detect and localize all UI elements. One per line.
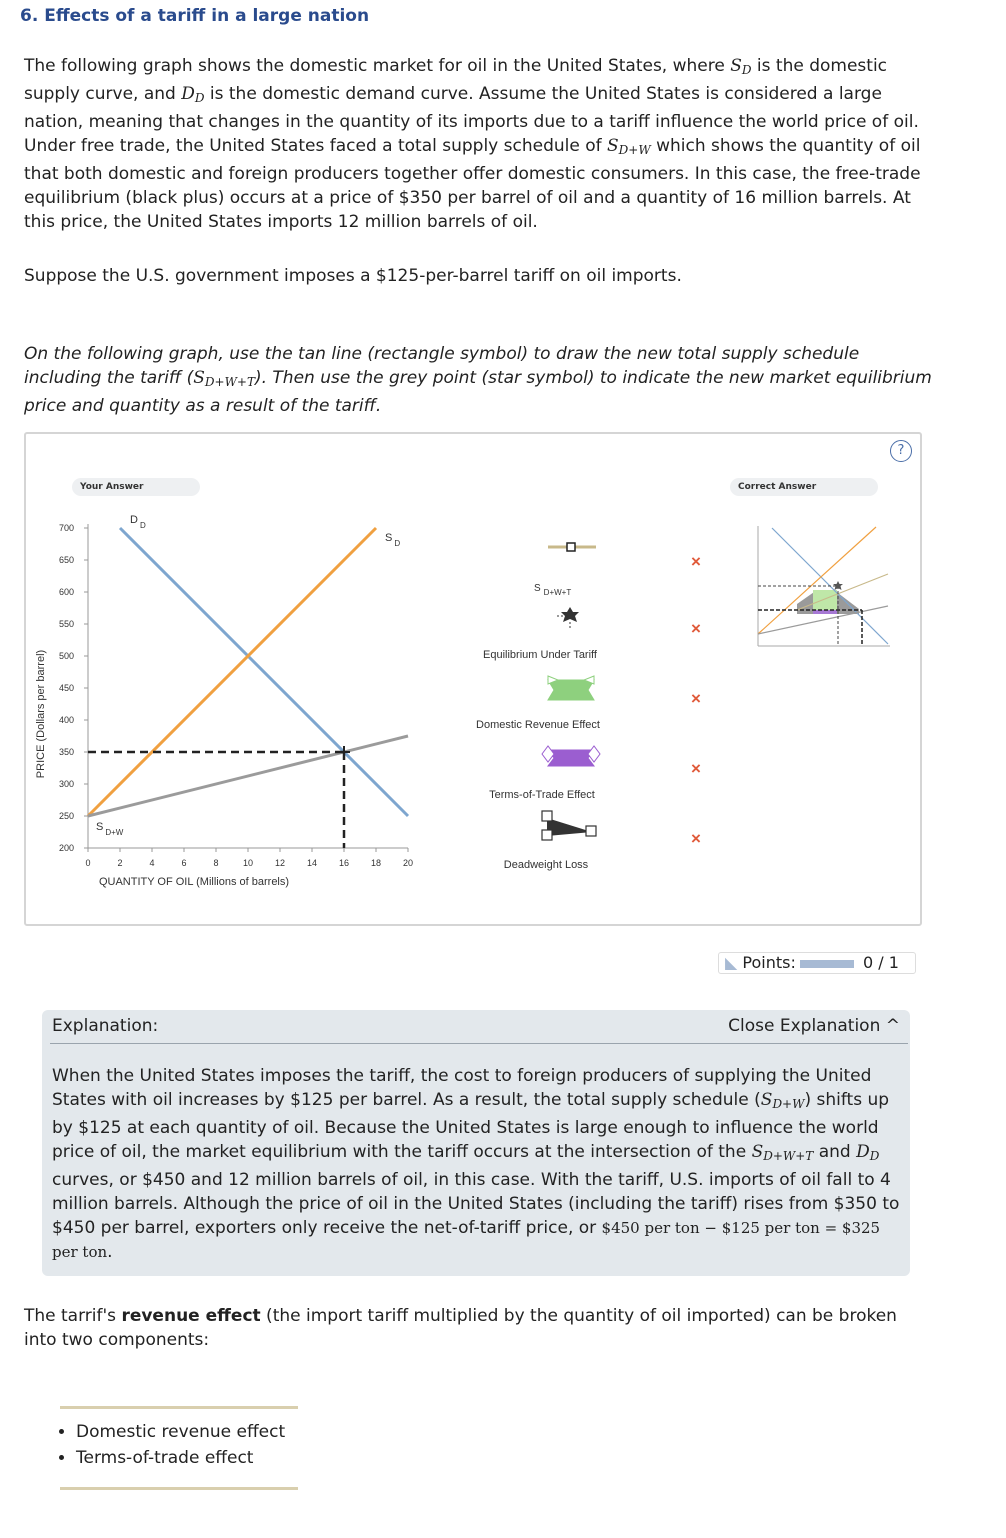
help-icon[interactable]: ? [890, 440, 912, 462]
instructions-text: On the following graph, use the tan line (rectangle symbol) to draw the new total supply schedule including the tariff $(S_{D+W+T})$. Then use the grey point (star symbol) to indicate the new market equilibrium price and quantity as a result of the tariff. [24, 344, 932, 416]
incorrect-icon: × [691, 759, 701, 778]
question-title: 6. Effects of a tariff in a large nation [20, 6, 370, 26]
explanation-panel [42, 1010, 910, 1276]
world-supply-label: S $_{D+W}$ [96, 821, 124, 837]
suppose-text: Suppose the U.S. government imposes a $125-per-barrel tariff on oil imports. [24, 266, 682, 286]
x-tick-label: 12 [274, 858, 286, 868]
x-tick-label: 16 [338, 858, 350, 868]
graph-svg [26, 434, 920, 924]
correct-answer-tab: Correct Answer [730, 478, 878, 496]
incorrect-icon: × [691, 552, 701, 571]
explanation-divider [50, 1043, 908, 1044]
y-tick-label: 350 [58, 747, 74, 757]
y-tick-label: 250 [58, 811, 74, 821]
y-tick-label: 700 [58, 523, 74, 533]
world-supply-curve [88, 736, 408, 816]
tan-line-label: S $_{D+W+T}$ [534, 583, 572, 597]
domestic-revenue-label: Domestic Revenue Effect [476, 719, 600, 731]
intro-paragraph: The following graph shows the domestic market for oil in the United States, where $S_D$ is the domestic supply curve, and $D_D$ is the domestic demand curve. Assume the United States is considered a large nation, meaning that changes in the quantity of its imports due to a tariff influence the world price of oil. Under free trade, the United States faced a total supply schedule of $S_{D+W}$ which shows the quantity of oil that both domestic and foreign producers together offer domestic consumers. In this case, the free-trade equilibrium (black plus) occurs at a price of $350 per barrel of oil and a quantity of 16 million barrels. At this price, the United States imports 12 million barrels of oil. [24, 56, 921, 232]
x-tick-label: 4 [149, 858, 155, 868]
y-tick-label: 300 [58, 779, 74, 789]
x-tick-label: 20 [402, 858, 414, 868]
domestic-supply-label: S $_D$ [385, 532, 401, 548]
y-tick-label: 650 [58, 555, 74, 565]
star-point-tool[interactable] [557, 607, 579, 628]
y-axis-label: PRICE (Dollars per barrel) [35, 649, 47, 779]
flag-icon: ◣ [725, 953, 738, 972]
your-answer-tab: Your Answer [72, 478, 200, 496]
x-tick-label: 14 [306, 858, 318, 868]
deadweight-loss-label: Deadweight Loss [503, 859, 589, 871]
close-explanation-button[interactable]: Close Explanation ^ [728, 1016, 900, 1036]
list-item: • Domestic revenue effect [76, 1419, 298, 1445]
demand-label: D $_D$ [130, 514, 146, 530]
incorrect-icon: × [691, 829, 701, 848]
explanation-text: When the United States imposes the tariff, the cost to foreign producers of supplying the United States with oil increases by $125 per barrel. As a result, the total supply schedule $(S_{D+W})$ shifts up by $125 at each quantity of oil. Because the United States is large enough to influence the world price of oil, the market equilibrium with the tariff occurs at the intersection of the $S_{D+W+T}$ and $D_D$ curves, or $450 and 12 million barrels of oil, in this case. With the tariff, U.S. imports of oil fall to 4 million barrels. Although the price of oil in the United States (including the tariff) rises from $350 to $450 per barrel, exporters only receive the net-of-tariff price, or $450 per ton − $125 per ton = $325 per ton. [52, 1066, 900, 1262]
correct-answer-thumbnail [758, 526, 890, 646]
points-display [718, 952, 916, 974]
graph-panel [24, 432, 922, 926]
x-tick-label: 2 [117, 858, 123, 868]
explanation-heading: Explanation: [52, 1016, 159, 1036]
domestic-supply-curve [88, 528, 376, 816]
y-tick-label: 600 [58, 587, 74, 597]
y-tick-label: 500 [58, 651, 74, 661]
x-tick-label: 0 [85, 858, 91, 868]
x-tick-label: 10 [242, 858, 254, 868]
revenue-paragraph: The tarrif's revenue effect (the import tariff multiplied by the quantity of oil imported) can be broken into two components: [24, 1306, 897, 1350]
y-tick-label: 450 [58, 683, 74, 693]
incorrect-icon: × [691, 619, 701, 638]
list-item: • Terms-of-trade effect [76, 1445, 298, 1471]
domestic-revenue-tool[interactable] [548, 676, 594, 700]
x-tick-label: 8 [213, 858, 219, 868]
incorrect-icon: × [691, 689, 701, 708]
points-bar [800, 960, 854, 968]
deadweight-loss-tool[interactable] [542, 811, 596, 840]
y-tick-marks [84, 528, 88, 848]
terms-of-trade-label: Terms-of-Trade Effect [489, 789, 595, 801]
points-value: 0 / 1 [862, 953, 899, 972]
x-tick-marks [88, 848, 408, 852]
components-list [60, 1406, 298, 1490]
x-tick-label: 18 [370, 858, 382, 868]
points-label: Points: [742, 953, 796, 972]
x-tick-label: 6 [181, 858, 187, 868]
y-tick-label: 550 [58, 619, 74, 629]
y-tick-label: 200 [58, 843, 74, 853]
x-axis-label: QUANTITY OF OIL (Millions of barrels) [98, 876, 290, 888]
tan-line-tool[interactable] [548, 543, 596, 551]
terms-of-trade-tool[interactable] [542, 746, 600, 766]
y-tick-label: 400 [58, 715, 74, 725]
equilibrium-tariff-label: Equilibrium Under Tariff [483, 649, 597, 661]
